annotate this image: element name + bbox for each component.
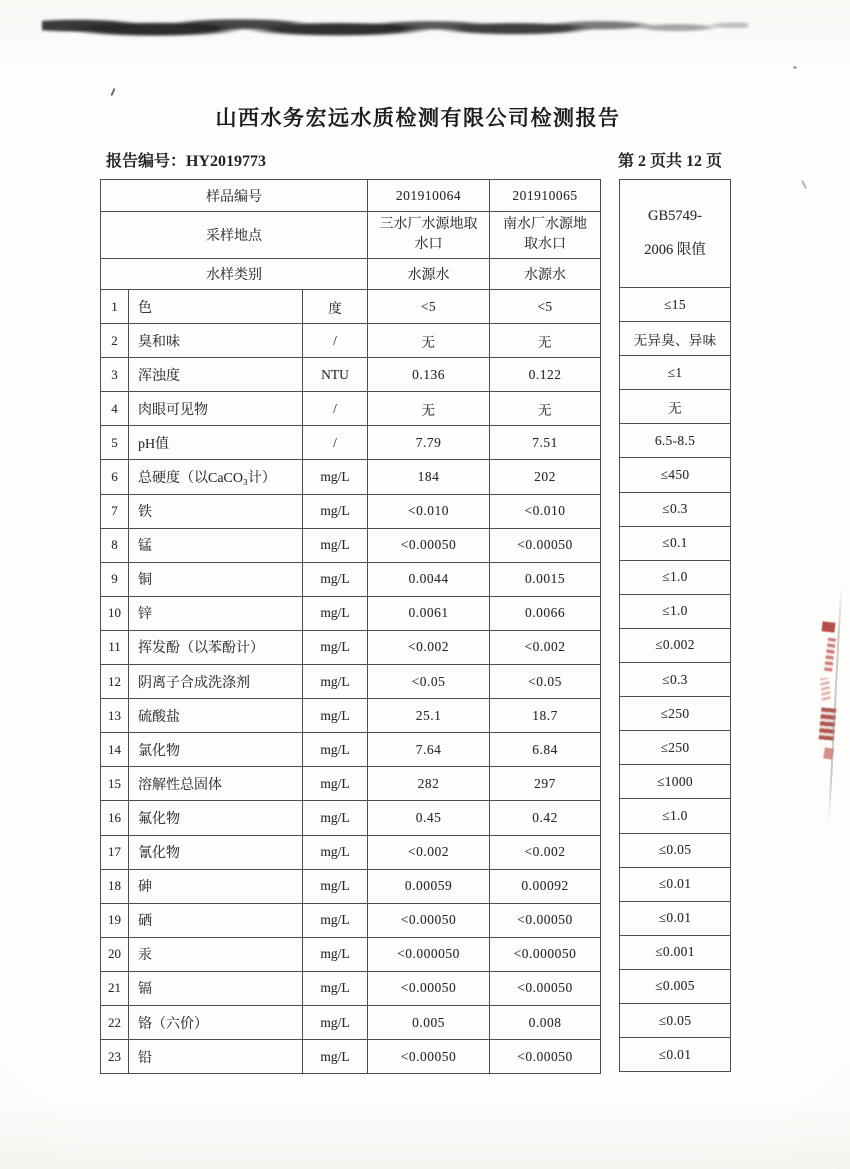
limit-value: ≤1000	[620, 765, 731, 799]
param-unit: mg/L	[303, 835, 368, 869]
table-row	[101, 596, 601, 630]
limit-row	[620, 833, 731, 867]
limit-header-row	[620, 180, 731, 288]
sample2-value: 6.84	[490, 733, 601, 767]
param-name: 铁	[129, 494, 303, 528]
param-unit: mg/L	[303, 596, 368, 630]
sample1-number-cell: 201910064	[368, 180, 490, 212]
sample2-value: <0.00050	[490, 971, 601, 1005]
table-row	[101, 767, 601, 801]
limit-value: ≤0.005	[620, 969, 731, 1003]
limit-row	[620, 322, 731, 356]
sample2-value: 无	[490, 324, 601, 358]
table-row	[101, 528, 601, 562]
param-name: 铅	[129, 1040, 303, 1074]
table-row	[101, 358, 601, 392]
limit-value: ≤0.05	[620, 833, 731, 867]
limit-row	[620, 424, 731, 458]
limit-row	[620, 731, 731, 765]
sample2-number-cell: 201910065	[490, 180, 601, 212]
sample2-value: <0.002	[490, 630, 601, 664]
param-unit: mg/L	[303, 665, 368, 699]
limits-table	[619, 179, 731, 1072]
type-label-cell: 水样类别	[101, 259, 368, 290]
sample2-value: 0.122	[490, 358, 601, 392]
param-name: 色	[129, 290, 303, 324]
limit-value: ≤1	[620, 356, 731, 390]
sample1-value: <0.00050	[368, 1040, 490, 1074]
table-row	[101, 665, 601, 699]
row-index: 18	[101, 869, 129, 903]
limit-row	[620, 799, 731, 833]
sample2-value: 0.0015	[490, 562, 601, 596]
stamp-mark	[822, 621, 836, 632]
limit-value: ≤0.002	[620, 628, 731, 662]
param-name: 硫酸盐	[129, 699, 303, 733]
table-row	[101, 392, 601, 426]
param-unit: 度	[303, 290, 368, 324]
sample1-value: <5	[368, 290, 490, 324]
sample2-value: <0.00050	[490, 903, 601, 937]
limit-row	[620, 526, 731, 560]
limit-row	[620, 765, 731, 799]
table-row	[101, 699, 601, 733]
report-number	[106, 148, 266, 171]
limit-value: ≤250	[620, 697, 731, 731]
sample1-value: <0.00050	[368, 903, 490, 937]
sample1-value: 7.64	[368, 733, 490, 767]
sample1-value: 184	[368, 460, 490, 494]
table-row	[101, 733, 601, 767]
param-name: 锌	[129, 596, 303, 630]
table-row	[101, 630, 601, 664]
sample1-value: 0.0044	[368, 562, 490, 596]
limit-value: ≤0.01	[620, 901, 731, 935]
param-name: pH值	[129, 426, 303, 460]
param-name: 氯化物	[129, 733, 303, 767]
table-row	[101, 1005, 601, 1039]
row-index: 5	[101, 426, 129, 460]
param-unit: mg/L	[303, 562, 368, 596]
row-index: 15	[101, 767, 129, 801]
param-unit: /	[303, 426, 368, 460]
param-name: 铜	[129, 562, 303, 596]
sample2-value: <0.00050	[490, 528, 601, 562]
row-index: 10	[101, 596, 129, 630]
param-unit: mg/L	[303, 767, 368, 801]
sample1-value: <0.00050	[368, 971, 490, 1005]
sample-no-label-cell: 样品编号	[101, 180, 368, 212]
limit-value: ≤0.01	[620, 867, 731, 901]
limit-value: ≤250	[620, 731, 731, 765]
param-unit: mg/L	[303, 460, 368, 494]
limit-table-head	[620, 180, 731, 288]
sample2-value: 0.42	[490, 801, 601, 835]
param-unit: mg/L	[303, 971, 368, 1005]
param-name: 臭和味	[129, 324, 303, 358]
table-row	[101, 460, 601, 494]
sample1-value: <0.002	[368, 630, 490, 664]
sample1-value: <0.00050	[368, 528, 490, 562]
param-unit: mg/L	[303, 903, 368, 937]
stamp-mark	[824, 638, 836, 673]
limit-value: 无异臭、异味	[620, 322, 731, 356]
sample1-value: <0.002	[368, 835, 490, 869]
limit-value: ≤0.001	[620, 935, 731, 969]
sample2-value: <5	[490, 290, 601, 324]
param-unit: mg/L	[303, 937, 368, 971]
results-table-group	[100, 179, 731, 1074]
sample2-value: 297	[490, 767, 601, 801]
limit-row	[620, 1038, 731, 1072]
param-unit: /	[303, 324, 368, 358]
header-row-sample-no	[101, 180, 601, 212]
param-name: 砷	[129, 869, 303, 903]
meta-row	[106, 148, 722, 171]
sample1-type-cell: 水源水	[368, 259, 490, 290]
sample2-value: <0.05	[490, 665, 601, 699]
row-index: 12	[101, 665, 129, 699]
limit-value: ≤0.3	[620, 663, 731, 697]
row-index: 1	[101, 290, 129, 324]
param-name: 锰	[129, 528, 303, 562]
row-index: 21	[101, 971, 129, 1005]
table-row	[101, 937, 601, 971]
param-name: 氟化物	[129, 801, 303, 835]
scan-speck	[801, 180, 807, 189]
sample1-value: 0.005	[368, 1005, 490, 1039]
table-row	[101, 494, 601, 528]
limit-row	[620, 458, 731, 492]
limit-row	[620, 288, 731, 322]
limit-row	[620, 969, 731, 1003]
row-index: 17	[101, 835, 129, 869]
limit-header-cell	[620, 180, 731, 288]
row-index: 2	[101, 324, 129, 358]
param-name: 铬（六价）	[129, 1005, 303, 1039]
sample2-value: <0.002	[490, 835, 601, 869]
param-unit: mg/L	[303, 1040, 368, 1074]
sample2-value: <0.00050	[490, 1040, 601, 1074]
table-row	[101, 801, 601, 835]
limit-row	[620, 390, 731, 424]
limit-header-line2: 2006 限值	[644, 241, 706, 258]
table-row	[101, 971, 601, 1005]
param-name: 汞	[129, 937, 303, 971]
limit-value: ≤0.1	[620, 526, 731, 560]
table-row	[101, 324, 601, 358]
sample1-value: 25.1	[368, 699, 490, 733]
param-name: 镉	[129, 971, 303, 1005]
header-row-type	[101, 259, 601, 290]
table-row	[101, 835, 601, 869]
limit-row	[620, 492, 731, 526]
limit-value: ≤0.01	[620, 1038, 731, 1072]
param-unit: NTU	[303, 358, 368, 392]
row-index: 8	[101, 528, 129, 562]
table-row	[101, 290, 601, 324]
param-name: 阴离子合成洗涤剂	[129, 665, 303, 699]
row-index: 16	[101, 801, 129, 835]
scan-speck	[110, 88, 115, 96]
param-name: 肉眼可见物	[129, 392, 303, 426]
param-name: 浑浊度	[129, 358, 303, 392]
results-table	[100, 179, 601, 1074]
sample1-value: <0.000050	[368, 937, 490, 971]
sample2-type-cell: 水源水	[490, 259, 601, 290]
param-name: 总硬度（以CaCO₃计）	[129, 460, 303, 494]
row-index: 3	[101, 358, 129, 392]
stamp-mark	[820, 678, 831, 703]
param-unit: mg/L	[303, 528, 368, 562]
sample2-value: 202	[490, 460, 601, 494]
sample1-value: <0.010	[368, 494, 490, 528]
row-index: 22	[101, 1005, 129, 1039]
limit-row	[620, 356, 731, 390]
limit-value: ≤15	[620, 288, 731, 322]
row-index: 11	[101, 630, 129, 664]
param-unit: mg/L	[303, 699, 368, 733]
sample2-value: 18.7	[490, 699, 601, 733]
row-index: 23	[101, 1040, 129, 1074]
limit-value: ≤0.05	[620, 1003, 731, 1037]
limit-header-line1: GB5749-	[648, 208, 702, 225]
table-row	[101, 869, 601, 903]
sample1-value: 0.0061	[368, 596, 490, 630]
sample2-location-cell: 南水厂水源地取水口	[490, 212, 601, 259]
location-label-cell: 采样地点	[101, 212, 368, 259]
table-row	[101, 1040, 601, 1074]
limit-row	[620, 697, 731, 731]
sample2-value: 0.008	[490, 1005, 601, 1039]
sample1-value: 0.00059	[368, 869, 490, 903]
row-index: 13	[101, 699, 129, 733]
limit-value: ≤0.3	[620, 492, 731, 526]
table-row	[101, 562, 601, 596]
limit-table-body	[620, 288, 731, 1072]
sample1-value: 0.45	[368, 801, 490, 835]
limit-value: ≤450	[620, 458, 731, 492]
row-index: 6	[101, 460, 129, 494]
limit-row	[620, 560, 731, 594]
param-name: 溶解性总固体	[129, 767, 303, 801]
main-table-head	[101, 180, 601, 290]
param-unit: mg/L	[303, 630, 368, 664]
red-stamp-fragment	[812, 622, 848, 774]
row-index: 20	[101, 937, 129, 971]
page-indicator: 第 2 页共 12 页	[617, 153, 722, 170]
limit-row	[620, 1003, 731, 1037]
limit-row	[620, 594, 731, 628]
scan-smudge-artifact	[42, 13, 748, 41]
param-unit: mg/L	[303, 733, 368, 767]
limit-row	[620, 901, 731, 935]
sample2-value: 0.0066	[490, 596, 601, 630]
page-title: 山西水务宏远水质检测有限公司检测报告	[215, 107, 621, 130]
param-name: 硒	[129, 903, 303, 937]
sample2-value: 无	[490, 392, 601, 426]
row-index: 7	[101, 494, 129, 528]
limit-value: 无	[620, 390, 731, 424]
param-name: 挥发酚（以苯酚计）	[129, 630, 303, 664]
sample1-value: 无	[368, 392, 490, 426]
header-row-location	[101, 212, 601, 259]
sample2-value: 0.00092	[490, 869, 601, 903]
sample1-value: 0.136	[368, 358, 490, 392]
limit-value: ≤1.0	[620, 560, 731, 594]
limit-row	[620, 628, 731, 662]
report-number-value: HY2019773	[186, 153, 267, 170]
scan-speck	[793, 66, 797, 69]
sample1-value: 282	[368, 767, 490, 801]
row-index: 19	[101, 903, 129, 937]
param-unit: mg/L	[303, 494, 368, 528]
sample1-value: 7.79	[368, 426, 490, 460]
sample1-value: 无	[368, 324, 490, 358]
report-number-label: 报告编号：	[106, 153, 187, 170]
row-index: 4	[101, 392, 129, 426]
limit-row	[620, 935, 731, 969]
limit-value: 6.5-8.5	[620, 424, 731, 458]
row-index: 9	[101, 562, 129, 596]
table-row	[101, 903, 601, 937]
limit-value: ≤1.0	[620, 799, 731, 833]
limit-value: ≤1.0	[620, 594, 731, 628]
param-unit: mg/L	[303, 1005, 368, 1039]
limit-row	[620, 663, 731, 697]
limit-row	[620, 867, 731, 901]
param-name: 氰化物	[129, 835, 303, 869]
param-unit: /	[303, 392, 368, 426]
sample2-value: 7.51	[490, 426, 601, 460]
param-unit: mg/L	[303, 869, 368, 903]
sample1-location-cell: 三水厂水源地取水口	[368, 212, 490, 259]
param-unit: mg/L	[303, 801, 368, 835]
sample2-value: <0.000050	[490, 937, 601, 971]
sample1-value: <0.05	[368, 665, 490, 699]
sample2-value: <0.010	[490, 494, 601, 528]
table-row	[101, 426, 601, 460]
main-table-body	[101, 290, 601, 1074]
row-index: 14	[101, 733, 129, 767]
